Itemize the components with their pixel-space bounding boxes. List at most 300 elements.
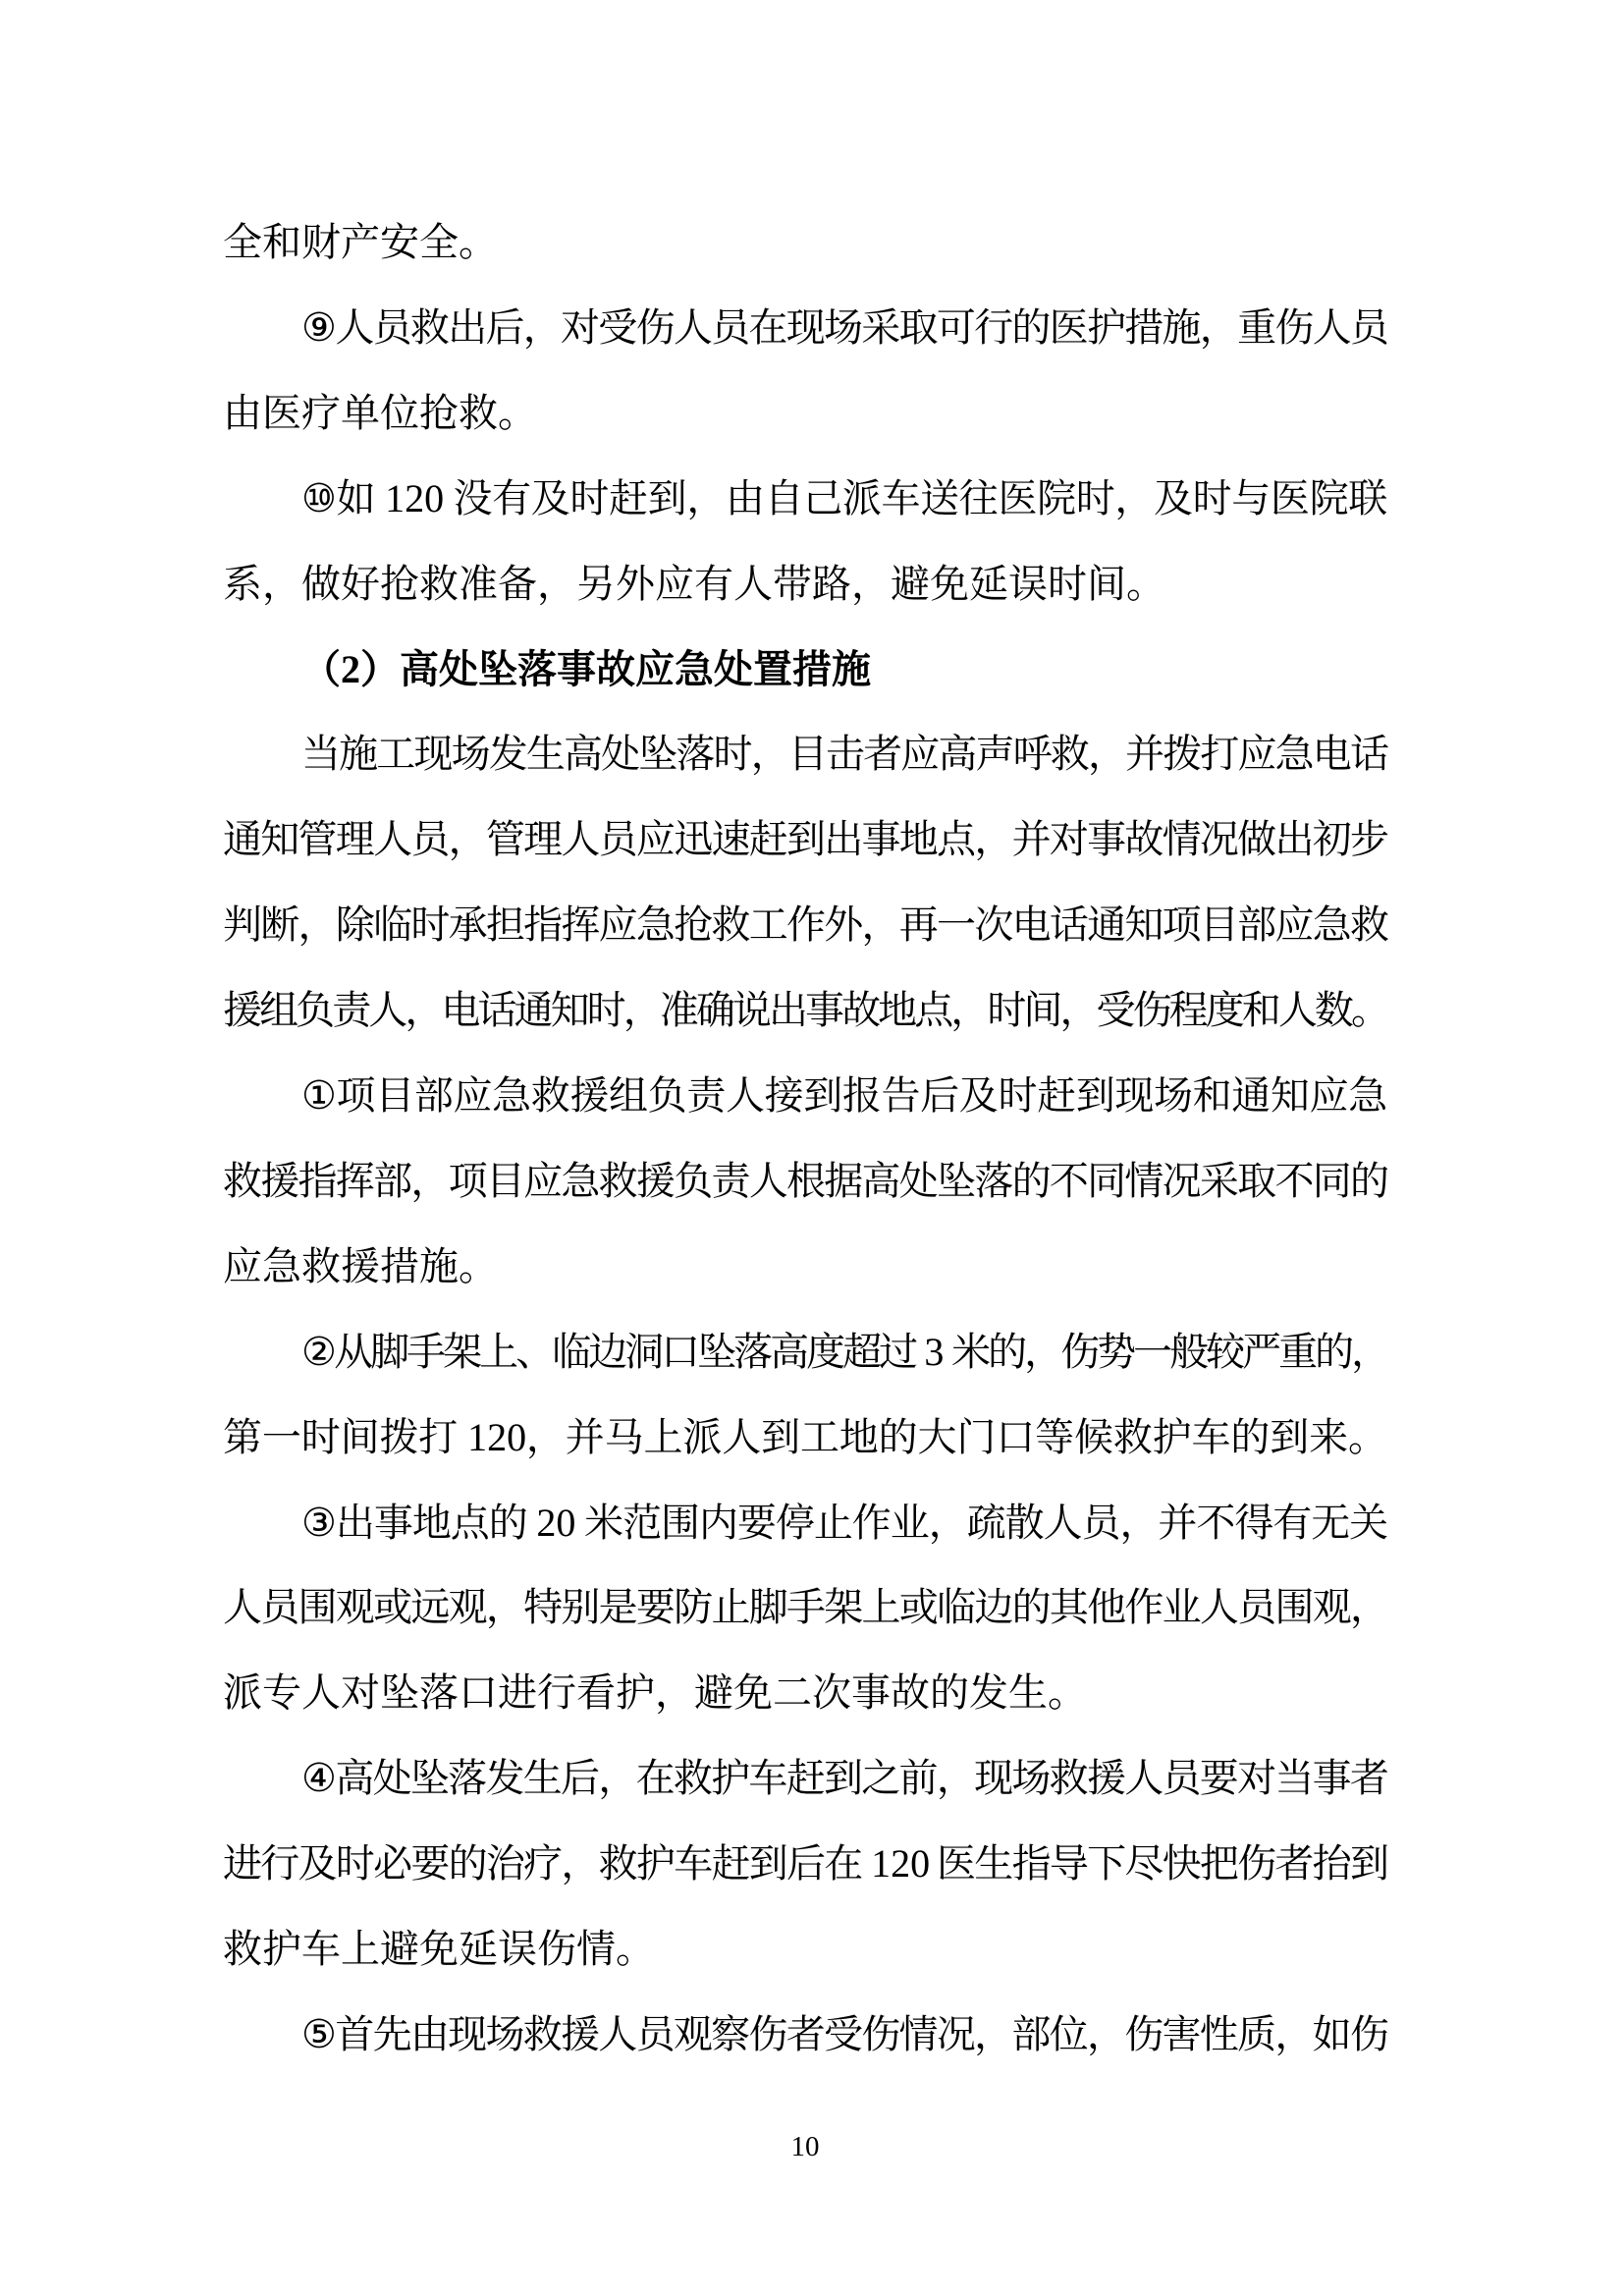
text-token: 事 [1312, 1756, 1352, 1800]
text-token: 医 [998, 476, 1038, 520]
text-token: 快 [1162, 1841, 1202, 1886]
text-token: 判 [223, 902, 262, 947]
text-token: 的 [448, 1841, 488, 1886]
text-token: ， [598, 1756, 638, 1800]
text-token: 救 [673, 1756, 713, 1800]
text-token: 边 [974, 1585, 1014, 1629]
text-token: 人 [301, 1670, 341, 1715]
text-token: 急 [675, 647, 714, 691]
text-token: 到 [1270, 1415, 1310, 1459]
text-token: 急 [635, 902, 676, 947]
text-token: 人 [733, 562, 773, 606]
text-token: ， [936, 1756, 976, 1800]
text-token: 生 [1008, 1670, 1048, 1715]
text-token: 事 [805, 988, 844, 1032]
text-token: 避 [380, 1927, 419, 1971]
text-token: 马 [604, 1415, 644, 1459]
text-token: 临 [552, 1330, 592, 1374]
text-token: 上 [643, 1415, 683, 1459]
text-token: 观 [1312, 1585, 1352, 1629]
text-token: 情 [1162, 817, 1202, 861]
section-heading [223, 648, 1387, 693]
text-token: 事 [557, 647, 596, 691]
text-token: 。 [459, 220, 498, 264]
text-token: 员 [1162, 1756, 1202, 1800]
text-token: 作 [1124, 1585, 1164, 1629]
text-token: 般 [1169, 1330, 1210, 1374]
text-token: 当 [301, 732, 341, 776]
text-token: 措 [792, 647, 832, 691]
text-token: 知 [1124, 902, 1164, 947]
text-token: 时 [987, 988, 1027, 1032]
text-token: 候 [1073, 1415, 1113, 1459]
text-token: 采 [1199, 1159, 1239, 1203]
text-token: 的 [878, 1415, 918, 1459]
text-token: 过 [879, 1330, 919, 1374]
text-token: 通 [223, 817, 262, 861]
text-token: 的 [1011, 305, 1052, 350]
text-line [223, 1586, 1387, 1631]
text-token: ， [861, 902, 901, 947]
text-token: 疗 [523, 1841, 564, 1886]
text-token: 行 [537, 1670, 576, 1715]
text-token: 程 [1168, 988, 1209, 1032]
text-token: 急 [561, 1159, 601, 1203]
text-token: 伤 [861, 2012, 901, 2056]
text-token: 迅 [674, 817, 714, 861]
text-token: 围 [661, 1501, 701, 1545]
text-token: 及 [530, 476, 570, 520]
text-token: 取 [898, 305, 939, 350]
text-token: 架 [443, 1330, 483, 1374]
text-token: 人 [1124, 1756, 1164, 1800]
text-token: 护 [1152, 1415, 1192, 1459]
text-token: 的 [1230, 1415, 1271, 1459]
text-token: 通 [1231, 1073, 1271, 1118]
text-token: 围 [298, 1585, 338, 1629]
text-token: 间 [1023, 988, 1063, 1032]
text-token: 故 [891, 1670, 930, 1715]
text-token: 手 [785, 1585, 826, 1629]
text-token: 并 [565, 1415, 605, 1459]
text-token: 先 [372, 2012, 412, 2056]
text-token: ， [1087, 732, 1127, 776]
text-token: 高 [335, 1756, 375, 1800]
text-token: 在 [635, 1756, 676, 1800]
text-token: 。 [459, 1244, 498, 1288]
text-token: 时 [300, 1415, 341, 1459]
text-token: 由 [409, 2012, 450, 2056]
text-token: 生 [522, 1756, 563, 1800]
text-token: 严 [1242, 1330, 1282, 1374]
text-token: 洞 [624, 1330, 665, 1374]
text-token: 延 [459, 1927, 498, 1971]
text-token: 别 [561, 1585, 601, 1629]
text-token: ， [974, 2012, 1014, 2056]
text-line [223, 733, 1387, 778]
text-token: 救 [223, 1927, 262, 1971]
text-token: 观 [448, 1585, 488, 1629]
text-token: 停 [775, 1501, 815, 1545]
text-token: 尽 [1124, 1841, 1164, 1886]
text-token: 重 [1278, 1330, 1319, 1374]
text-token: 况 [1199, 817, 1239, 861]
text-token: 护 [635, 1841, 676, 1886]
text-token: 到 [1349, 1841, 1389, 1886]
text-token: 处 [714, 647, 753, 691]
text-token: 到 [647, 476, 687, 520]
text-token: 害 [1162, 2012, 1202, 2056]
text-token: 时 [1048, 562, 1087, 606]
text-token: 时 [410, 902, 451, 947]
text-token: 赶 [785, 1756, 826, 1800]
text-token: 救 [522, 2012, 563, 2056]
text-token: 高 [563, 732, 603, 776]
text-token: 不 [1049, 1159, 1089, 1203]
text-token: 负 [674, 1159, 714, 1203]
text-token: 说 [731, 988, 772, 1032]
text-token: ， [1086, 2012, 1126, 2056]
text-token: 现 [448, 2012, 488, 2056]
text-token: 人 [1199, 1585, 1239, 1629]
text-token: 落 [974, 1159, 1014, 1203]
text-token: 理 [335, 817, 375, 861]
text-token: 呼 [1012, 732, 1053, 776]
text-token: 组 [609, 1073, 649, 1118]
text-token: 较 [1206, 1330, 1246, 1374]
text-token: 高 [770, 1330, 810, 1374]
text-token: 情 [576, 1927, 616, 1971]
text-token: 处 [601, 732, 641, 776]
text-token: ， [1199, 305, 1239, 350]
text-token: 坠 [409, 1756, 450, 1800]
text-token: 人 [373, 817, 413, 861]
text-token: 后 [785, 1841, 826, 1886]
text-token: 部 [373, 1159, 413, 1203]
text-token: 作 [851, 1501, 892, 1545]
text-token: 工 [799, 1415, 839, 1459]
text-token: 有 [492, 476, 532, 520]
text-token: 救 [711, 902, 751, 947]
text-token: 部 [413, 1073, 454, 1118]
text-token: 系 [223, 562, 262, 606]
text-token: 坠 [478, 647, 517, 691]
text-token: 出 [768, 988, 808, 1032]
text-token: 事 [861, 817, 901, 861]
text-token: 挥 [335, 1159, 375, 1203]
text-token: 救 [1112, 1415, 1153, 1459]
text-token: 派 [223, 1670, 262, 1715]
text-token: 伤 [1237, 1841, 1277, 1886]
text-token: 医 [262, 391, 301, 435]
text-token: 察 [711, 2012, 751, 2056]
text-token [915, 1331, 924, 1374]
text-token: 和 [1241, 988, 1281, 1032]
text-token: 伤 [635, 305, 676, 350]
text-token: 医 [1270, 476, 1310, 520]
text-token: 时 [1192, 476, 1232, 520]
text-token: 如 [1312, 2012, 1352, 2056]
text-token: 声 [975, 732, 1015, 776]
text-token: ③ [301, 1501, 337, 1545]
text-token: 报 [841, 1073, 882, 1118]
text-token: 上 [861, 1585, 901, 1629]
text-token: 车 [881, 476, 921, 520]
text-token: 伤 [748, 2012, 788, 2056]
text-token: 、 [515, 1330, 556, 1374]
text-token: 的 [488, 1501, 528, 1545]
text-token: 把 [1199, 1841, 1239, 1886]
text-token: 进 [498, 1670, 537, 1715]
text-token: 打 [1200, 732, 1240, 776]
text-token: 做 [301, 562, 341, 606]
text-token: ， [928, 1501, 968, 1545]
text-token: 120 [871, 1841, 931, 1886]
text-token: 指 [1011, 1841, 1052, 1886]
text-token: 止 [813, 1501, 853, 1545]
text-token: 做 [1237, 817, 1277, 861]
text-token: 点 [450, 1501, 490, 1545]
text-token: 免 [930, 562, 969, 606]
text-token: 120 [467, 1415, 527, 1459]
text-token: 急 [262, 1244, 301, 1288]
text-token: 120 [385, 476, 445, 520]
text-token: 车 [748, 1756, 788, 1800]
text-token: 位 [1049, 2012, 1089, 2056]
text-token: 次 [974, 902, 1014, 947]
text-token: 受 [823, 2012, 863, 2056]
text-token: 处 [372, 1756, 412, 1800]
text-token: 者 [1349, 1756, 1389, 1800]
text-token: 目 [787, 732, 828, 776]
text-token: 门 [956, 1415, 997, 1459]
text-token: 急 [1274, 732, 1315, 776]
text-token: 防 [674, 1585, 714, 1629]
text-token: 受 [1096, 988, 1136, 1032]
text-token: 由 [223, 391, 262, 435]
text-token: 项 [448, 1159, 488, 1203]
text-token: 可 [936, 305, 976, 350]
text-token: 落 [448, 1756, 488, 1800]
text-token: 车 [1191, 1415, 1231, 1459]
text-token: 并 [1158, 1501, 1198, 1545]
text-token: ⑩ [301, 476, 337, 520]
text-token: 落 [733, 1330, 774, 1374]
text-token: 米 [584, 1501, 624, 1545]
text-token: 救 [598, 1841, 638, 1886]
text-token: 坠 [697, 1330, 737, 1374]
text-line [223, 392, 1387, 437]
text-token: 20 [536, 1501, 576, 1545]
text-token: 对 [561, 305, 600, 350]
text-token: 断 [260, 902, 300, 947]
text-token: 赶 [1037, 1073, 1077, 1118]
text-token: 电 [1011, 902, 1052, 947]
text-token: 派 [682, 1415, 723, 1459]
text-line [223, 1160, 1387, 1205]
text-token: ， [525, 1415, 566, 1459]
text-token: 3 [924, 1330, 945, 1374]
text-token: 故 [841, 988, 882, 1032]
text-token: 免 [733, 1670, 773, 1715]
text-token: 管 [485, 817, 525, 861]
text-token: 时 [1075, 476, 1115, 520]
text-token: 伤 [1060, 1330, 1101, 1374]
text-token: 后 [561, 1756, 600, 1800]
text-token: 救 [223, 1159, 262, 1203]
text-token: ） [360, 647, 400, 691]
text-token: ， [262, 562, 301, 606]
text-token: 初 [1312, 817, 1352, 861]
text-token: 临 [937, 1585, 977, 1629]
text-token: 知 [260, 817, 300, 861]
text-token: 急 [1348, 1073, 1388, 1118]
text-token: 发 [485, 1756, 525, 1800]
text-token: 大 [917, 1415, 957, 1459]
text-token: 有 [1272, 1501, 1313, 1545]
text-token: 应 [598, 902, 638, 947]
text-line [223, 2013, 1387, 2058]
text-token: 到 [785, 817, 826, 861]
text-token: 拨 [379, 1415, 419, 1459]
text-token: 治 [485, 1841, 525, 1886]
text-token: 到 [803, 1073, 843, 1118]
text-token: ， [1351, 1330, 1391, 1374]
text-line [223, 903, 1387, 949]
text-token: 应 [655, 562, 694, 606]
text-token: 到 [748, 1841, 788, 1886]
text-token: 上 [479, 1330, 519, 1374]
text-token: 次 [812, 1670, 851, 1715]
text-token: 现 [413, 732, 454, 776]
text-token: 出 [1274, 817, 1315, 861]
text-token: 地 [411, 1501, 452, 1545]
text-token: 是 [598, 1585, 638, 1629]
text-token: 救 [1049, 1756, 1089, 1800]
text-token: 。 [1350, 988, 1390, 1032]
text-token [862, 1842, 872, 1886]
text-token: 全 [223, 220, 262, 264]
text-token: 施 [419, 1244, 459, 1288]
text-token: 坠 [380, 1670, 419, 1715]
text-token: 来 [1309, 1415, 1349, 1459]
text-token: 救 [301, 1244, 341, 1288]
text-token [927, 1842, 937, 1886]
text-token: 间 [340, 1415, 380, 1459]
text-token: 位 [380, 391, 419, 435]
text-token: 落 [517, 647, 557, 691]
text-token: 话 [1349, 732, 1389, 776]
text-token: 后 [485, 305, 525, 350]
text-token: 除 [335, 902, 375, 947]
text-token: 救 [459, 391, 498, 435]
text-token: 关 [1349, 1501, 1389, 1545]
text-token: 生 [974, 1841, 1014, 1886]
text-token: 工 [376, 732, 416, 776]
text-token: 看 [576, 1670, 616, 1715]
text-token: 出 [448, 305, 488, 350]
text-token: 和 [1192, 1073, 1232, 1118]
text-token: 并 [1011, 817, 1052, 861]
text-token: 接 [764, 1073, 804, 1118]
text-token: 产 [341, 220, 380, 264]
text-token: 应 [453, 1073, 493, 1118]
text-token: 目 [375, 1073, 415, 1118]
text-token: 赶 [748, 817, 788, 861]
text-token: 通 [514, 988, 554, 1032]
text-token: 临 [373, 902, 413, 947]
text-token: 人 [725, 1073, 765, 1118]
text-token: 地 [878, 988, 918, 1032]
text-token: 得 [1234, 1501, 1274, 1545]
text-token: 伤 [537, 1927, 576, 1971]
text-token: 全 [419, 220, 459, 264]
text-token: 应 [223, 1244, 262, 1288]
text-token: 故 [1124, 817, 1164, 861]
text-token: 承 [448, 902, 488, 947]
text-line [223, 1671, 1387, 1717]
text-token: 从 [334, 1330, 374, 1374]
text-line [223, 818, 1387, 863]
text-token: 第 [223, 1415, 262, 1459]
text-token: 势 [1097, 1330, 1137, 1374]
text-token: 车 [674, 1841, 714, 1886]
text-token: 作 [785, 902, 826, 947]
text-token: 无 [1311, 1501, 1351, 1545]
text-token: ， [1114, 476, 1155, 520]
text-token: 护 [711, 1756, 751, 1800]
text-token: 施 [1162, 305, 1202, 350]
text-token: 人 [673, 305, 713, 350]
text-token: 援 [223, 988, 262, 1032]
text-token: ， [522, 305, 563, 350]
text-token: 项 [1162, 902, 1202, 947]
text-token: 应 [635, 647, 675, 691]
text-token: 出 [824, 817, 864, 861]
text-token: 目 [1199, 902, 1239, 947]
text-token: 步 [1349, 817, 1389, 861]
text-token: ， [1119, 1501, 1160, 1545]
text-token: ， [1024, 1330, 1064, 1374]
text-token: 场 [485, 2012, 525, 2056]
text-token: 责 [686, 1073, 727, 1118]
text-token: 工 [748, 902, 788, 947]
text-token: 首 [335, 2012, 375, 2056]
text-token: 人 [1043, 1501, 1083, 1545]
text-token: ④ [301, 1756, 337, 1800]
text-token: 下 [1087, 1841, 1127, 1886]
text-token: 观 [673, 2012, 713, 2056]
text-token: 人 [722, 1415, 762, 1459]
text-token: 取 [1237, 1159, 1277, 1203]
text-token: 根 [785, 1159, 826, 1203]
text-token: 止 [711, 1585, 751, 1629]
text-token: 观 [335, 1585, 375, 1629]
text-token: 护 [1086, 305, 1126, 350]
text-token: 责 [711, 1159, 751, 1203]
text-token: 派 [841, 476, 882, 520]
text-token: 人 [561, 817, 601, 861]
text-token: 急 [492, 1073, 532, 1118]
text-token: 远 [410, 1585, 451, 1629]
text-token: 范 [622, 1501, 663, 1545]
text-token: 应 [1274, 902, 1315, 947]
text-token: 者 [1274, 1841, 1315, 1886]
text-token: 员 [1237, 1585, 1277, 1629]
text-token: 击 [825, 732, 865, 776]
text-token [458, 1416, 467, 1459]
text-token: 间 [1087, 562, 1126, 606]
